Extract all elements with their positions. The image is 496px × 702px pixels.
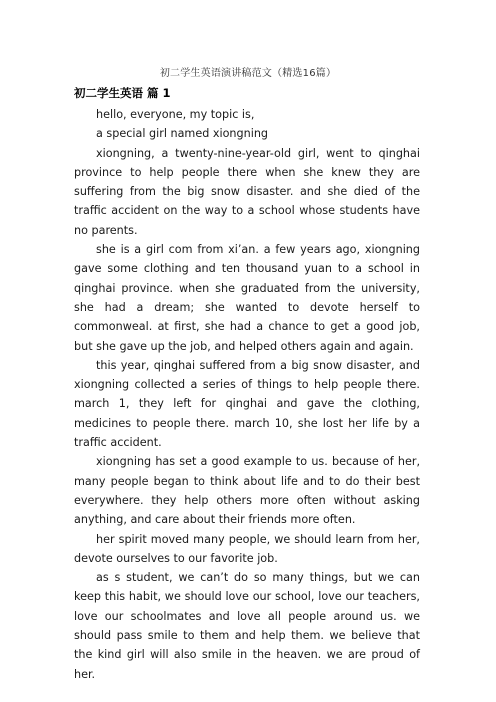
page-header: 初二学生英语演讲稿范文（精选16篇） <box>159 68 337 79</box>
paragraph: as s student, we can’t do so many things, but we can keep this habit, we should love our school, love our teachers, love our schoolmates and love all people around us. we should pass smile to them and help them. we believe that the kind girl will also smile in the heaven. we are proud of her. <box>74 571 420 681</box>
paragraph-greeting: hello, everyone, my topic is, <box>96 108 255 121</box>
document-body <box>74 84 420 684</box>
paragraph: her spirit moved many people, we should learn from her, devote ourselves to our favorite job. <box>74 532 420 565</box>
paragraph: xiongning has set a good example to us. because of her, many people began to think about life and to do their best everywhere. they help others more often without asking anything, and care about their friends more often. <box>74 455 420 527</box>
section-title: 初二学生英语 篇 1 <box>74 86 171 100</box>
paragraph: xiongning, a twenty-nine-year-old girl, went to qinghai province to help people there when she knew they are suffering from the big snow disaster. and she died of the traffic accident on the way to a school whose students have no parents. <box>74 146 420 237</box>
paragraph-topic: a special girl named xiongning <box>96 127 269 141</box>
paragraph: she is a girl com from xi’an. a few years ago, xiongning gave some clothing and ten thousand yuan to a school in qinghai province. when she graduated from the university, she had a dream; she wanted to devote herself to commonweal. at first, she had a chance to get a good job, but she gave up the job, and helped others again and again. <box>74 243 420 353</box>
paragraph: this year, qinghai suffered from a big snow disaster, and xiongning collected a series of things to help people there. march 1, they left for qinghai and gave the clothing, medicines to people there. march 10, she lost her life by a traffic accident. <box>74 358 420 450</box>
